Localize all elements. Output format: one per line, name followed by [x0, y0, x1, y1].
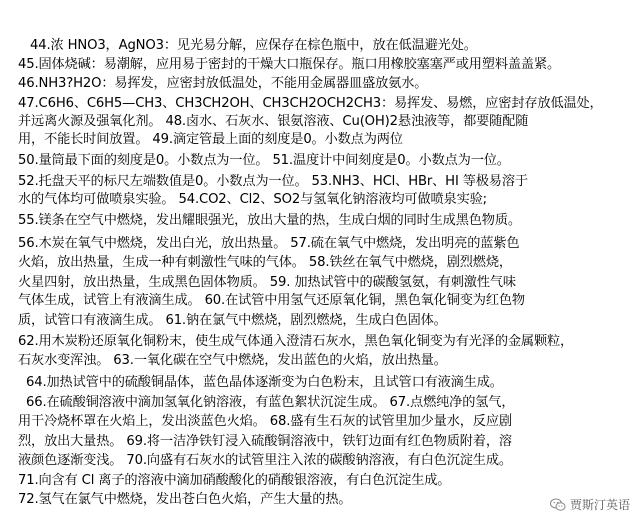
text-line: 56.木炭在氧气中燃烧，发出白光，放出热量。 57.硫在氧气中燃烧，发出明亮的蓝紫色 — [18, 236, 520, 251]
text-line: 质，试管口有液滴生成。 61.钠在氯气中燃烧，剧烈燃烧，生成白色固体。 — [18, 313, 447, 328]
text-line: 用，不能长时间放置。 49.滴定管最上面的刻度是0。小数点为两位 — [18, 132, 403, 147]
text-line: 50.量筒最下面的刻度是0。小数点为一位。 51.温度计中间刻度是0。小数点为一位。 — [18, 153, 510, 168]
text-line: 71.向含有 Cl 离子的溶液中滴加硝酸酸化的硝酸银溶液，有白色沉淀生成。 — [18, 473, 451, 488]
text-line: 45.固体烧碱：易潮解，应用易于密封的干燥大口瓶保存。瓶口用橡胶塞塞严或用塑料盖盖紧。 — [18, 57, 561, 72]
text-line: 47.C6H6、C6H5—CH3、CH3CH2OH、CH3CH2OCH2CH3：易挥发、易燃，应密封存放低温处， — [18, 96, 603, 111]
watermark-text: 贾斯汀英语 — [569, 498, 630, 512]
text-line: 52.托盘天平的标尺左端数值是0。小数点为一位。 53.NH3、HCl、HBr、HI 等极易溶于 — [18, 174, 528, 189]
text-line: 气体生成，试管上有液滴生成。 60.在试管中用氢气还原氧化铜，黑色氧化铜变为红色物 — [18, 293, 525, 308]
text-line: 并远离火源及强氧化剂。 48.卤水、石灰水、银氨溶液、Cu(OH)2悬浊液等，都要随配随 — [18, 114, 529, 129]
text-line: 72.氢气在氯气中燃烧，发出苍白色火焰，产生大量的热。 — [18, 492, 352, 507]
text-line: 火星四射，放出热量，生成黑色固体物质。 59. 加热试管中的碳酸氢氨，有刺激性气味 — [18, 275, 516, 290]
text-line: 烈，放出大量热。 69.将一洁净铁钉浸入硫酸铜溶液中，铁钉边面有红色物质附着，溶 — [18, 434, 512, 449]
text-line: 火焰，放出热量，生成一种有刺激性气味的气体。 58.铁丝在氧气中燃烧，剧烈燃烧， — [18, 255, 512, 270]
watermark — [550, 496, 630, 513]
text-line: 液颜色逐渐变浅。 70.向盛有石灰水的试管里注入浓的碳酸钠溶液，有白色沉淀生成。 — [18, 453, 512, 468]
wechat-icon — [550, 498, 566, 512]
text-line: 44.浓 HNO3，AgNO3：见光易分解，应保存在棕色瓶中，放在低温避光处。 — [30, 38, 477, 53]
text-line: 62.用木炭粉还原氧化铜粉末，使生成气体通入澄清石灰水，黑色氧化铜变为有光泽的金属颗粒， — [18, 334, 574, 349]
text-line: 66.在硫酸铜溶液中滴加氢氧化钠溶液，有蓝色絮状沉淀生成。 67.点燃纯净的氢气， — [26, 395, 515, 410]
text-line: 64.加热试管中的硫酸铜晶体，蓝色晶体逐渐变为白色粉末，且试管口有液滴生成。 — [26, 375, 503, 390]
text-line: 用干冷烧杯罩在火焰上，发出淡蓝色火焰。 68.盛有生石灰的试管里加少量水，反应剧 — [18, 414, 512, 429]
text-line: 水的气体均可做喷泉实验。 54.CO2、Cl2、SO2与氢氧化钠溶液均可做喷泉实验; — [18, 192, 487, 207]
text-line: 46.NH3?H2O：易挥发，应密封放低温处，不能用金属器皿盛放氨水。 — [18, 76, 428, 91]
text-line: 石灰水变浑浊。 63.一氧化碳在空气中燃烧，发出蓝色的火焰，放出热量。 — [18, 353, 447, 368]
text-line: 55.镁条在空气中燃烧，发出耀眼强光，放出大量的热，生成白烟的同时生成黑色物质。 — [18, 213, 521, 228]
